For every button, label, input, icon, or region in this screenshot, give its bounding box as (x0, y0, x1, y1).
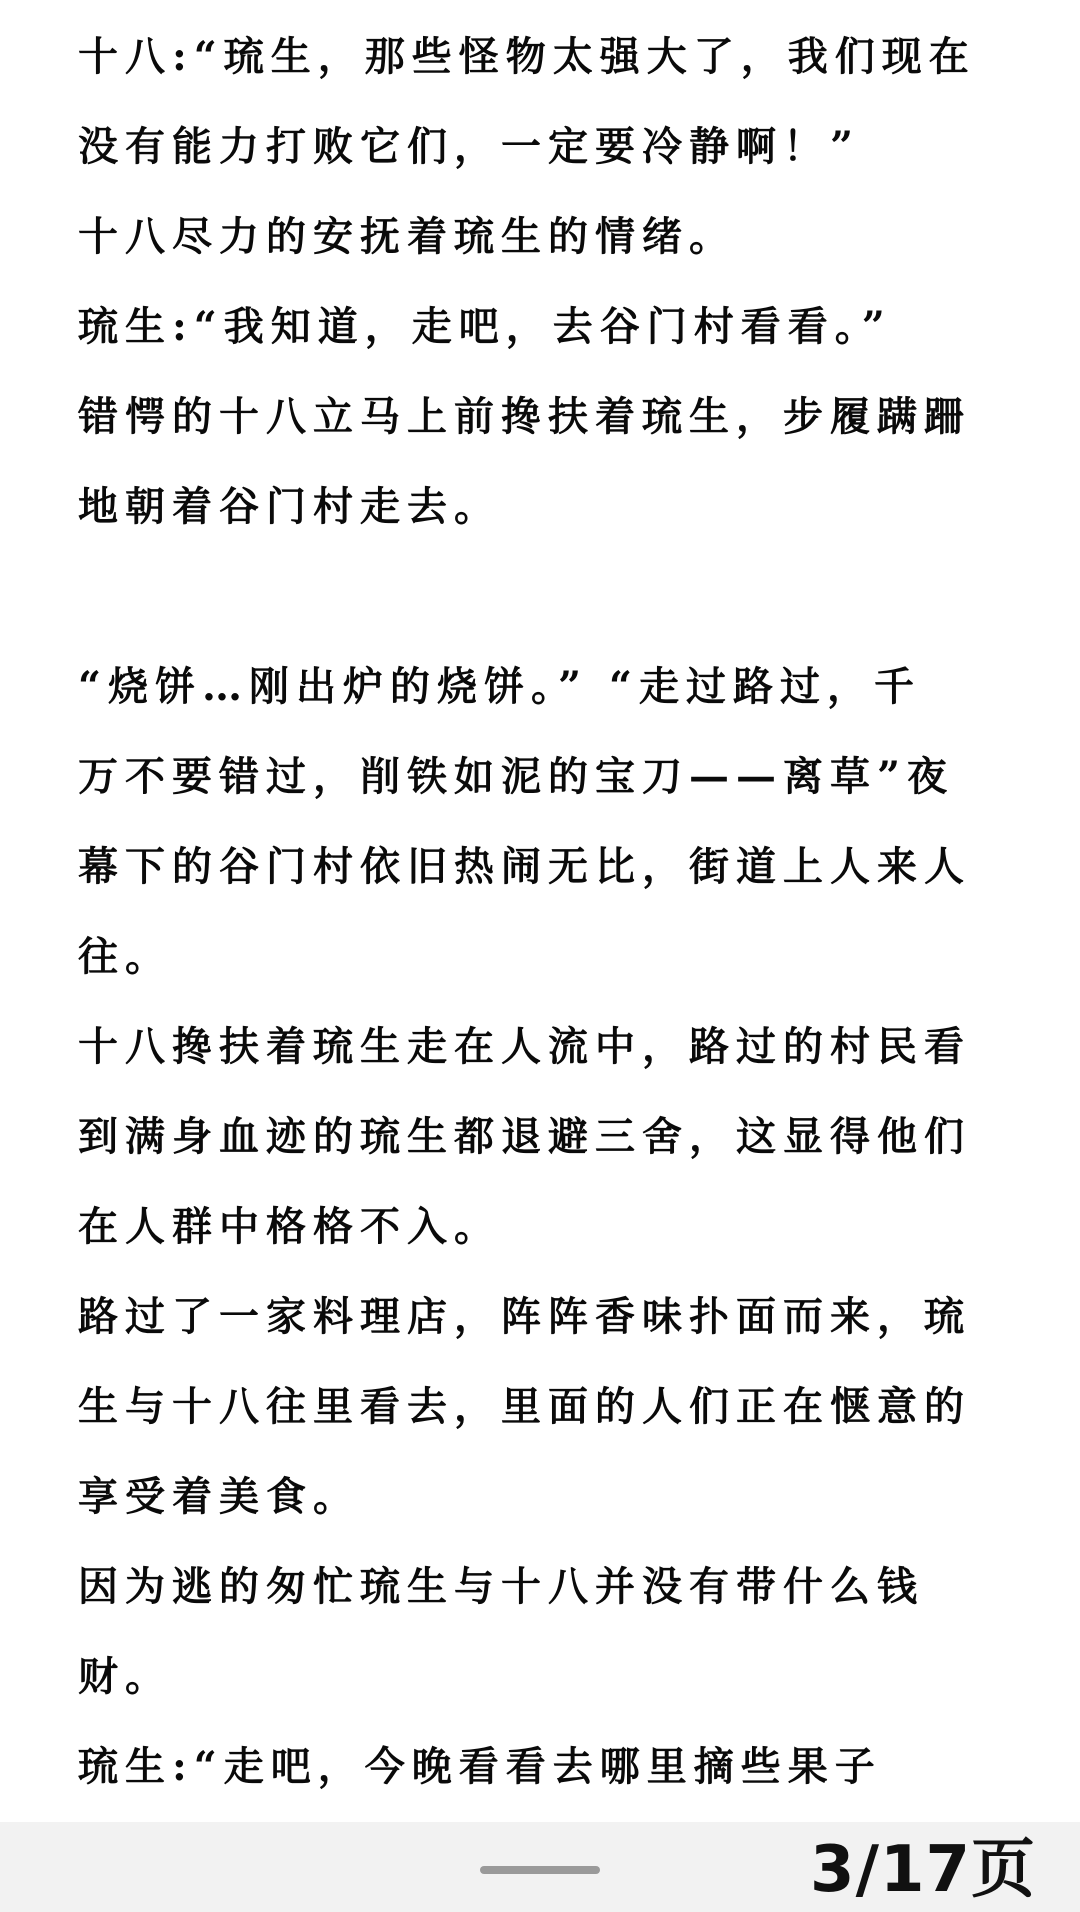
chapter-text (78, 12, 1008, 1812)
text-line: 十八搀扶着琉生走在人流中，路过的村民看 (78, 1023, 971, 1070)
text-line: 享受着美食。 (78, 1473, 360, 1520)
home-indicator[interactable] (480, 1866, 600, 1874)
text-line: 在人群中格格不入。 (78, 1203, 501, 1250)
page-indicator: 3/17页 (810, 1833, 1036, 1907)
blank-line (78, 552, 1008, 642)
text-line: 幕下的谷门村依旧热闹无比，街道上人来人 (78, 843, 971, 890)
text-line: 万不要错过，削铁如泥的宝刀——离草”夜 (78, 753, 955, 800)
text-line: 地朝着谷门村走去。 (78, 483, 501, 530)
bottom-bar (0, 1822, 1080, 1912)
text-line: 琉生:“走吧，今晚看看去哪里摘些果子 (78, 1743, 882, 1790)
text-line: 往。 (78, 933, 172, 980)
text-line: “烧饼…刚出炉的烧饼。” “走过路过，千 (78, 663, 921, 710)
text-line: 十八尽力的安抚着琉生的情绪。 (78, 213, 736, 260)
text-line: 十八:“琉生，那些怪物太强大了，我们现在 (78, 33, 976, 80)
text-line: 错愕的十八立马上前搀扶着琉生，步履蹒跚 (78, 393, 971, 440)
text-line: 路过了一家料理店，阵阵香味扑面而来，琉 (78, 1293, 971, 1340)
text-line: 琉生:“我知道，走吧，去谷门村看看。” (78, 303, 892, 350)
text-line: 财。 (78, 1653, 172, 1700)
text-line: 没有能力打败它们，一定要冷静啊！” (78, 123, 861, 170)
text-line: 因为逃的匆忙琉生与十八并没有带什么钱 (78, 1563, 924, 1610)
text-line: 到满身血迹的琉生都退避三舍，这显得他们 (78, 1113, 971, 1160)
text-line: 生与十八往里看去，里面的人们正在惬意的 (78, 1383, 971, 1430)
